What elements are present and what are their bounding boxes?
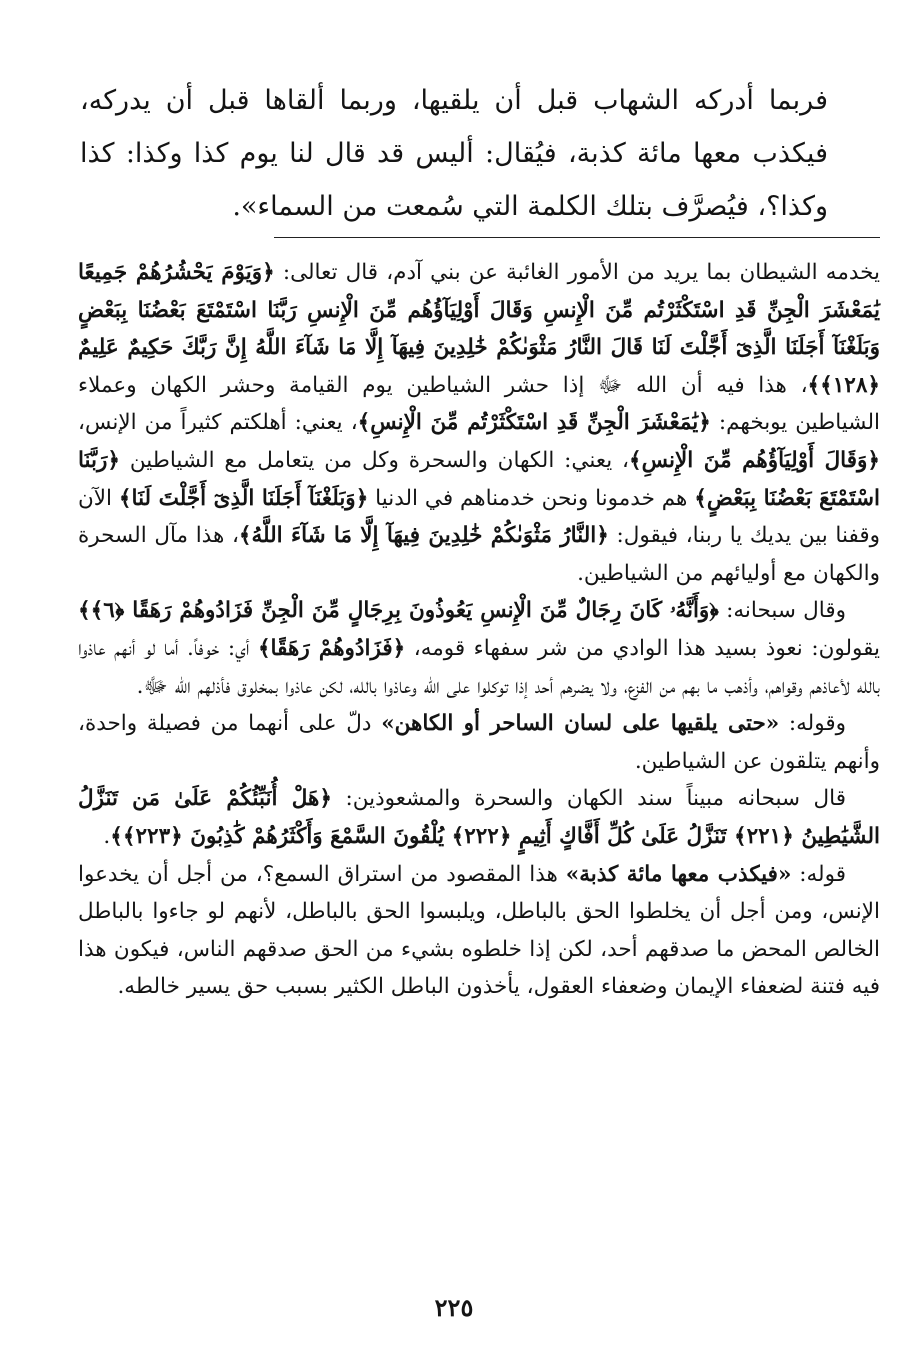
footnote-separator bbox=[274, 237, 880, 238]
text-run: قوله: bbox=[791, 861, 846, 887]
quran-verse: ﴿وَقَالَ أَوْلِيَآؤُهُم مِّنَ الْإِنسِ﴾ bbox=[628, 447, 880, 473]
text-run: يقولون: نعوذ بسيد هذا الوادي من شر سفهاء قومه، bbox=[405, 635, 880, 661]
text-run: هم خدمونا ونحن خدمناهم في الدنيا bbox=[368, 485, 695, 511]
text-run: يخدمه الشيطان بما يريد من الأمور الغائبة عن بني آدم، قال تعالى: bbox=[274, 260, 880, 285]
text-run: . bbox=[103, 823, 111, 849]
quran-verse: ﴿وَأَنَّهُۥ كَانَ رِجَالٌ مِّنَ الْإِنسِ يَعُوذُونَ بِرِجَالٍ مِّنَ الْجِنِّ فَزَادُوهُمْ رَهَقًا ﴿٦﴾﴾ bbox=[78, 598, 719, 624]
quran-verse: ﴿وَيَوْمَ يَحْشُرُهُمْ جَمِيعًا يَٰمَعْشَرَ الْجِنِّ قَدِ اسْتَكْثَرْتُم مِّنَ الْإِنسِ وَقَالَ أَوْلِيَآؤُهُم مِّنَ الْإِنسِ رَبَّنَا اسْتَمْتَعَ بَعْضُنَا بِبَعْضٍ وَبَلَغْنَآ أَجَلَنَا الَّذِىٓ أَجَّلْتَ لَنَا قَالَ النَّارُ مَثْوَىٰكُمْ خَٰلِدِينَ فِيهَآ إِلَّا مَا شَآءَ اللَّهُ إِنَّ رَبَّكَ حَكِيمٌ عَلِيمٌ ﴿١٢٨﴾﴾ bbox=[78, 260, 880, 398]
quran-verse: ﴿فَزَادُوهُمْ رَهَقًا﴾ bbox=[257, 635, 406, 661]
text-run: ، هذا مآل السحرة والكهان مع أوليائهم من الشياطين. bbox=[78, 523, 880, 586]
commentary-paragraph-2 bbox=[78, 592, 880, 705]
quran-verse: ﴿النَّارُ مَثْوَىٰكُمْ خَٰلِدِينَ فِيهَآ إِلَّا مَا شَآءَ اللَّهُ﴾ bbox=[238, 523, 609, 549]
commentary-paragraph-1 bbox=[78, 254, 880, 592]
text-run: ، هذا فيه أن الله ﷻ إذا حشر الشياطين يوم القيامة وحشر الكهان وعملاء الشياطين يوبخهم: bbox=[78, 372, 881, 436]
quran-verse: ﴿رَبَّنَا اسْتَمْتَعَ بَعْضُنَا بِبَعْضٍ﴾ bbox=[78, 447, 881, 511]
quran-verse: ﴿هَلْ أُنَبِّئُكُمْ عَلَىٰ مَن تَنَزَّلُ الشَّيَٰطِينُ ﴿٢٢١﴾ تَنَزَّلُ عَلَىٰ كُلِّ أَفَّاكٍ أَثِيمٍ ﴿٢٢٢﴾ يُلْقُونَ السَّمْعَ وَأَكْثَرُهُمْ كَٰذِبُونَ ﴿٢٢٣﴾﴾ bbox=[78, 786, 880, 849]
main-text bbox=[80, 74, 828, 233]
text-run: وقال سبحانه: bbox=[718, 598, 847, 624]
main-paragraph: فربما أدركه الشهاب قبل أن يلقيها، وربما ألقاها قبل أن يدركه، فيكذب معها مائة كذبة، فيُقال: أليس قد قال لنا يوم كذا وكذا: كذا وكذا؟، فيُصرَّف بتلك الكلمة التي سُمعت من السماء». bbox=[80, 85, 828, 222]
commentary-paragraph-3 bbox=[78, 705, 880, 780]
text-run: ، يعني: أهلكتم كثيراً من الإنس، bbox=[78, 410, 358, 436]
text-run: الآن وقفنا بين يديك يا ربنا، فيقول: bbox=[78, 485, 880, 549]
text-run: أي: خوفاً. أما لو أنهم عاذوا بالله لأعاذهم وقواهم، وأذهب ما بهم من الفزع، ولا يضرهم أحد إذا توكلوا على الله وعاذوا بالله، لكن عاذوا بمخلوق فأذلهم الله ﷻ. bbox=[78, 635, 880, 699]
text-run: ، يعني: الكهان والسحرة وكل من يتعامل مع الشياطين bbox=[120, 447, 629, 473]
text-run: دلّ على أنهما من فصيلة واحدة، وأنهم يتلقون عن الشياطين. bbox=[78, 711, 880, 774]
hadith-quote: «حتى يلقيها على لسان الساحر أو الكاهن» bbox=[381, 711, 780, 737]
quran-verse: ﴿يَٰمَعْشَرَ الْجِنِّ قَدِ اسْتَكْثَرْتُم مِّنَ الْإِنسِ﴾ bbox=[357, 410, 711, 436]
page-number: ٢٢٥ bbox=[434, 1293, 474, 1322]
text-run: هذا المقصود من استراق السمع؟، من أجل أن يخدعوا الإنس، ومن أجل أن يخلطوا الحق بالباطل، ويلبسوا الحق بالباطل، لأنهم لو جاءوا بالباطل الخالص المحض ما صدقهم أحد، لكن إذا خلطوه بشيء من الحق صدقهم الناس، فيكون هذا فيه فتنة لضعفاء الإيمان وضعفاء العقول، يأخذون الباطل الكثير بسبب حق يسير خالطه. bbox=[78, 861, 880, 1000]
quran-verse: ﴿وَبَلَغْنَآ أَجَلَنَا الَّذِىٓ أَجَّلْتَ لَنَا﴾ bbox=[118, 485, 369, 511]
commentary-paragraph-4 bbox=[78, 780, 880, 855]
commentary-paragraph-5 bbox=[78, 856, 880, 1006]
hadith-quote: «فيكذب معها مائة كذبة» bbox=[565, 861, 792, 887]
text-run: قال سبحانه مبيناً سند الكهان والسحرة والمشعوذين: bbox=[331, 786, 847, 812]
commentary-section bbox=[78, 254, 880, 1006]
text-run: وقوله: bbox=[779, 711, 846, 737]
